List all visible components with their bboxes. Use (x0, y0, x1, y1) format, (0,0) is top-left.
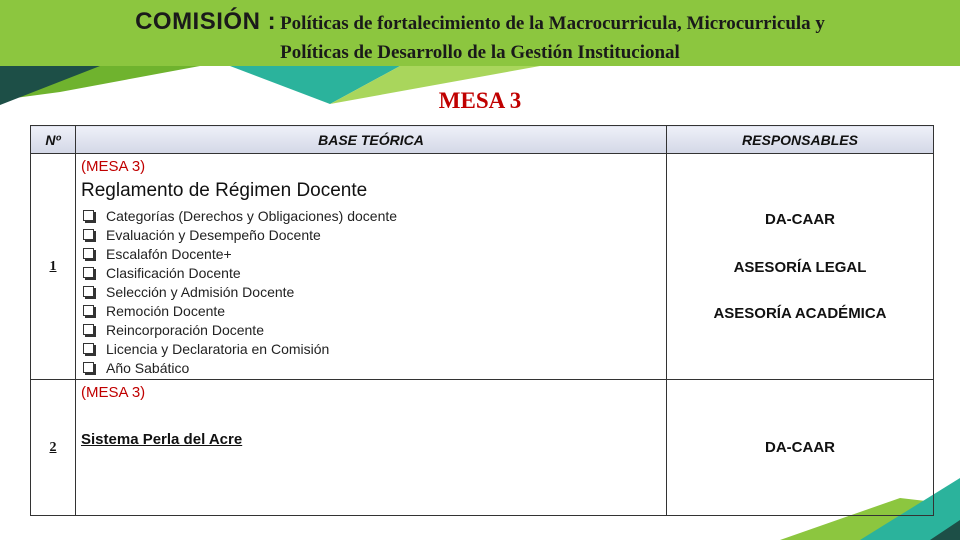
title-lead: COMISIÓN : (135, 8, 277, 35)
table-row (31, 380, 934, 516)
item-text: Selección y Admisión Docente (106, 284, 295, 300)
item-text: Clasificación Docente (106, 265, 241, 281)
checkbox-bullet-icon (83, 343, 94, 354)
responsables-cell (667, 154, 934, 380)
item-text: Remoción Docente (106, 303, 226, 319)
header-base: BASE TEÓRICA (76, 126, 667, 154)
row-number: 1 (49, 258, 57, 274)
checkbox-bullet-icon (83, 229, 94, 240)
responsable-asesoria-legal: ASESORÍA LEGAL (733, 259, 867, 276)
responsables-cell (667, 380, 934, 516)
checkbox-bullet-icon (83, 324, 94, 335)
base-cell (76, 154, 667, 380)
table-row (31, 154, 934, 380)
table-header-row (31, 126, 934, 154)
topic-list (76, 207, 666, 378)
row-num-cell (31, 380, 76, 516)
checkbox-bullet-icon (83, 305, 94, 316)
item-text: Evaluación y Desempeño Docente (106, 227, 321, 243)
sistema-perla-link[interactable]: Sistema Perla del Acre (81, 431, 243, 448)
list-item (81, 264, 666, 283)
content-table (30, 125, 934, 516)
section-subtitle: Reglamento de Régimen Docente (81, 180, 368, 201)
mesa-tag: (MESA 3) (81, 158, 146, 175)
mesa-title: MESA 3 (438, 88, 522, 113)
row-number: 2 (49, 439, 57, 455)
item-text: Licencia y Declaratoria en Comisión (106, 341, 330, 357)
item-text: Categorías (Derechos y Obligaciones) docente (106, 208, 398, 224)
list-item (81, 283, 666, 302)
checkbox-bullet-icon (83, 210, 94, 221)
list-item (81, 245, 666, 264)
base-cell (76, 380, 667, 516)
list-item (81, 321, 666, 340)
responsable-da-caar: DA-CAAR (765, 211, 835, 228)
responsable-da-caar: DA-CAAR (765, 439, 835, 456)
responsable-asesoria-academica: ASESORÍA ACADÉMICA (713, 305, 887, 322)
item-text: Reincorporación Docente (106, 322, 264, 338)
header-num: Nº (31, 126, 76, 154)
mesa-tag: (MESA 3) (81, 384, 146, 401)
list-item (81, 207, 666, 226)
checkbox-bullet-icon (83, 286, 94, 297)
title-line2: Políticas de Desarrollo de la Gestión Institucional (280, 42, 680, 63)
row-num-cell (31, 154, 76, 380)
checkbox-bullet-icon (83, 248, 94, 259)
checkbox-bullet-icon (83, 267, 94, 278)
item-text: Año Sabático (106, 360, 190, 376)
list-item (81, 302, 666, 321)
title-line1: Políticas de fortalecimiento de la Macrocurricula, Microcurricula y (280, 13, 825, 34)
list-item (81, 226, 666, 245)
header-responsables: RESPONSABLES (667, 126, 934, 154)
list-item (81, 359, 666, 378)
checkbox-bullet-icon (83, 362, 94, 373)
commission-title (0, 8, 960, 67)
list-item (81, 340, 666, 359)
item-text: Escalafón Docente+ (106, 246, 232, 262)
